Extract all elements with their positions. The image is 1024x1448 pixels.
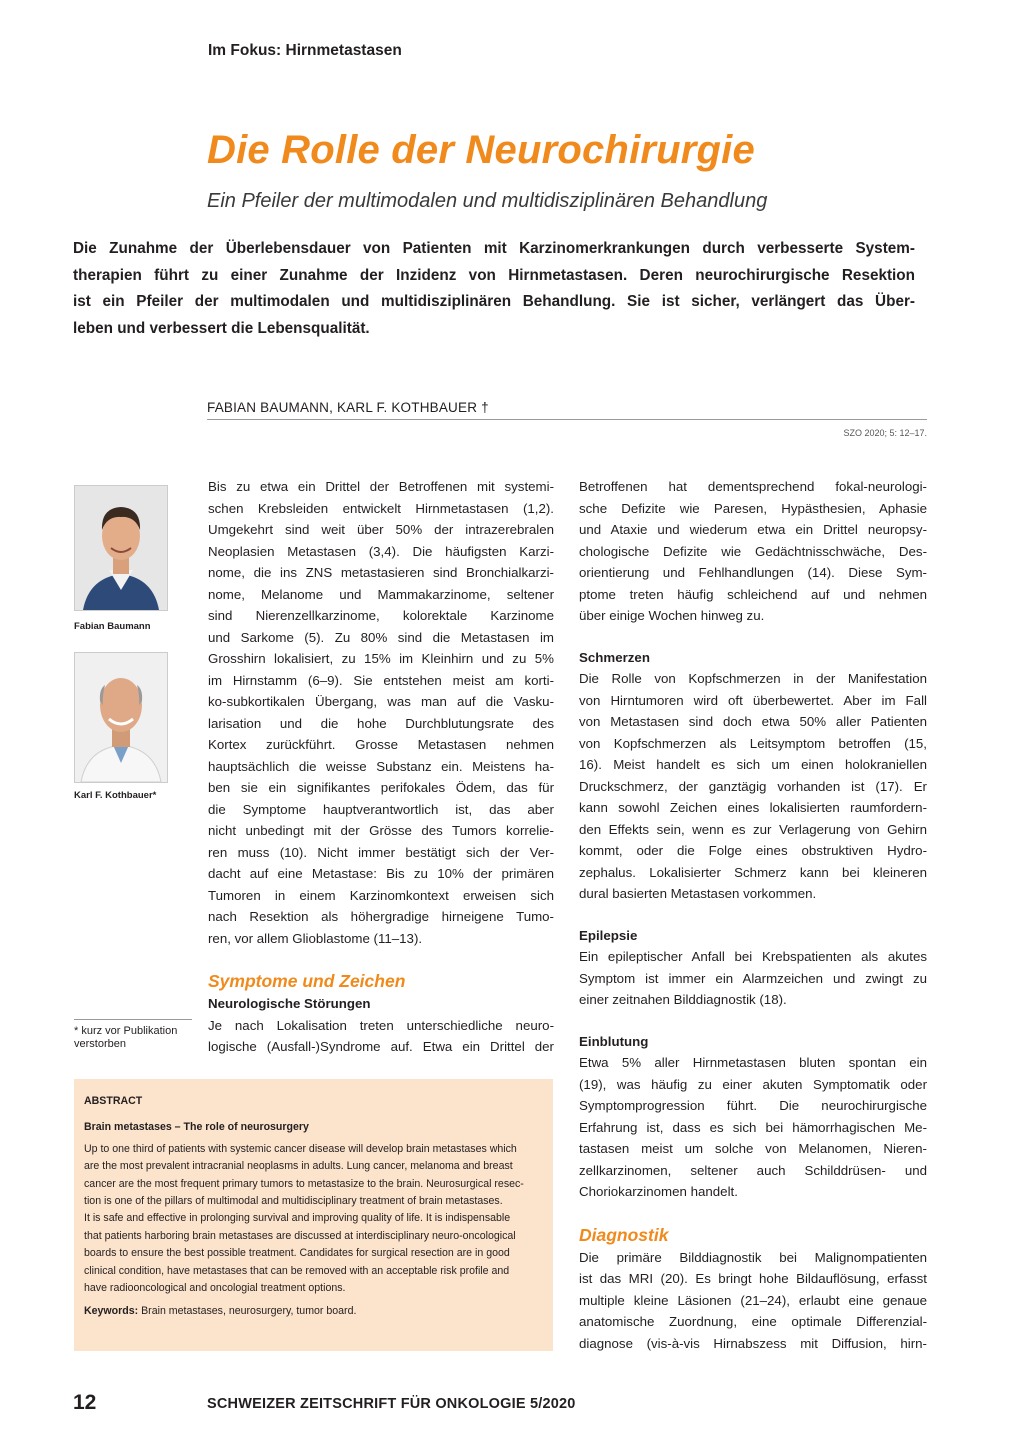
body-line: Grosshirn lokalisiert, zu 15% im Kleinhirn und zu 5% bbox=[208, 651, 554, 666]
body-line: nicht unbedingt mit der Grösse des Tumors korrelie- bbox=[208, 823, 554, 838]
body-line: Kortex zurückführt. Grosse Metastasen nehmen bbox=[208, 737, 554, 752]
body-line: Die primäre Bilddiagnostik bei Malignompatienten bbox=[579, 1249, 927, 1265]
author-line: FABIAN BAUMANN, KARL F. KOTHBAUER † bbox=[207, 400, 489, 415]
body-line: hauptsächlich die weisse Substanz ein. Meistens ha- bbox=[208, 758, 554, 774]
abstract-line: Up to one third of patients with systemic cancer disease will develop brain metastases which bbox=[84, 1142, 517, 1155]
lead-line: therapien führt zu einer Zunahme der Inzidenz von Hirnmetastasen. Deren neurochirurgische Resektion bbox=[73, 266, 915, 284]
body-line: anatomische Zuordnung, eine optimale Differenzial- bbox=[579, 1314, 927, 1329]
body-line: ben sie ein signifikantes perifokales Ödem, das für bbox=[208, 780, 554, 795]
body-line: von Kopfschmerzen als Leitsymptom betroffen (15, bbox=[579, 735, 927, 751]
body-line: sche Defizite wie Paresen, Hypästhesien, Aphasie bbox=[579, 500, 927, 516]
body-line: chologische Defizite wie Gedächtnisschwäche, Des- bbox=[579, 543, 927, 559]
body-line: ko-subkortikalen Übergang, was man auf die Vasku- bbox=[208, 694, 554, 709]
abstract-line: are the most prevalent intracranial neoplasms in adults. Lung cancer, melanoma and breast bbox=[84, 1160, 513, 1173]
article-subtitle: Ein Pfeiler der multimodalen und multidisziplinären Behandlung bbox=[207, 190, 768, 212]
author-divider bbox=[207, 419, 927, 420]
page-number: 12 bbox=[73, 1391, 97, 1414]
body-line: einer zeitnahen Bilddiagnostik (18). bbox=[579, 992, 787, 1007]
body-line: nome, Melanome und Mammakarzinome, seltener bbox=[208, 586, 554, 602]
body-line: (19), was häufig zu einer akuten Symptomatik oder bbox=[579, 1076, 927, 1092]
body-line: ren, vor allem Glioblastome (11–13). bbox=[208, 930, 423, 946]
abstract-line: clinical condition, have metastases that can be removed with an acceptable risk profile and bbox=[84, 1264, 510, 1277]
journal-name: SCHWEIZER ZEITSCHRIFT FÜR ONKOLOGIE 5/2020 bbox=[207, 1396, 576, 1412]
lead-paragraph bbox=[73, 236, 915, 342]
body-line: Etwa 5% aller Hirnmetastasen bluten spontan ein bbox=[579, 1055, 927, 1070]
body-line: nome, die ins ZNS metastasieren sind Bronchialkarzi- bbox=[208, 565, 554, 580]
abstract-keywords bbox=[84, 1303, 534, 1320]
lead-line: Die Zunahme der Überlebensdauer von Patienten mit Karzinomerkrankungen durch verbesserte System- bbox=[73, 240, 915, 257]
author-photo-karl-kothbauer bbox=[74, 652, 168, 783]
lead-line: ist ein Pfeiler der multimodalen und multidisziplinären Behandlung. Sie ist sicher, verlängert das Über- bbox=[73, 293, 915, 311]
body-line: von Metastasen sind doch etwa 50% aller Patienten bbox=[579, 714, 927, 729]
body-line: Bis zu etwa ein Drittel der Betroffenen mit systemi- bbox=[208, 479, 554, 494]
body-line: Neoplasien Metastasen (3,4). Die häufigsten Karzi- bbox=[208, 543, 554, 559]
citation: SZO 2020; 5: 12–17. bbox=[843, 428, 927, 438]
abstract-title: Brain metastases – The role of neurosurgery bbox=[84, 1121, 309, 1134]
body-line: dural basierten Metastasen vorkommen. bbox=[579, 886, 817, 901]
body-line: tastasen meist um solche von Melanomen, Nieren- bbox=[579, 1141, 927, 1156]
abstract-line: have radiooncological and oncologial treatment options. bbox=[84, 1282, 346, 1295]
body-line: Betroffenen hat dementsprechend fokal-neurologi- bbox=[579, 479, 927, 494]
subheading-einblutung: Einblutung bbox=[579, 1033, 649, 1049]
body-line: dacht auf eine Metastase: Bis zu 10% der primären bbox=[208, 866, 554, 881]
body-line: und Ataxie und wiederum etwa ein Drittel neuropsy- bbox=[579, 522, 927, 537]
footnote bbox=[74, 1025, 204, 1051]
body-line: Die Rolle von Kopfschmerzen in der Manifestation bbox=[579, 671, 927, 686]
body-line: Druckschmerz, der ganztägig vorhanden ist (17). Er bbox=[579, 778, 927, 794]
abstract-box bbox=[74, 1079, 553, 1351]
body-line: von Hirntumoren wird oft überbewertet. Aber im Fall bbox=[579, 692, 927, 708]
body-line: ist das MRI (20). Es bringt hohe Bildauflösung, erfasst bbox=[579, 1271, 927, 1286]
body-line: logische (Ausfall-)Syndrome auf. Etwa ein Drittel der bbox=[208, 1039, 554, 1054]
body-line: nach Resektion als höhergradige hirneigene Tumo- bbox=[208, 909, 554, 924]
body-line: diagnose (vis-à-vis Hirnabszess mit Diffusion, hirn- bbox=[579, 1335, 927, 1351]
body-line: Choriokarzinomen handelt. bbox=[579, 1184, 738, 1199]
abstract-line: boards to ensure the best possible treatment. Candidates for surgical resection are in good bbox=[84, 1247, 510, 1260]
body-line: Tumoren in einem Karzinomkontext erweisen sich bbox=[208, 887, 554, 903]
body-line: im Hirnstamm (6–9). Sie entstehen meist am korti- bbox=[208, 672, 554, 688]
body-line: zellkarzinomen, seltener auch Schilddrüsen- und bbox=[579, 1162, 927, 1178]
body-line: Symptom ist immer ein Alarmzeichen und zwingt zu bbox=[579, 970, 927, 986]
body-column-2 bbox=[579, 476, 927, 1354]
article-title: Die Rolle der Neurochirurgie bbox=[207, 128, 755, 172]
body-line: orientierung und Fehlhandlungen (14). Diese Sym- bbox=[579, 565, 927, 580]
body-line: Symptomprogression führt. Die neurochirurgische bbox=[579, 1098, 927, 1113]
portrait-image bbox=[75, 486, 167, 610]
abstract-line: It is safe and effective in prolonging survival and improving quality of life. It is indispensable bbox=[84, 1212, 511, 1225]
body-line: Je nach Lokalisation treten unterschiedliche neuro- bbox=[208, 1017, 554, 1033]
keywords-text: Brain metastases, neurosurgery, tumor board. bbox=[138, 1305, 357, 1318]
body-line: schen Krebsleiden entwickelt Hirnmetastasen (1,2). bbox=[208, 500, 554, 516]
portrait-image bbox=[75, 653, 167, 782]
abstract-line: that patients harboring brain metastases are discussed at interdisciplinary neuro-oncological bbox=[84, 1229, 516, 1242]
keywords-label: Keywords: bbox=[84, 1305, 139, 1318]
intro-paragraph bbox=[208, 476, 554, 949]
lead-line: leben und verbessert die Lebensqualität. bbox=[73, 319, 370, 337]
body-line: den Effekts sein, wenn es zur Verlagerung von Gehirn bbox=[579, 821, 927, 837]
body-line: Erfahrung ist, dass es sich bei hämorrhagischen Me- bbox=[579, 1119, 927, 1135]
body-column-1 bbox=[208, 476, 554, 1058]
section-heading-symptome: Symptome und Zeichen bbox=[208, 971, 406, 991]
body-line: larisation und die hohe Durchblutungsrate des bbox=[208, 715, 554, 731]
footnote-line: * kurz vor Publikation bbox=[74, 1025, 178, 1037]
body-line: sind Nierenzellkarzinome, kolorektale Karzinome bbox=[208, 608, 554, 623]
body-line: kann sowohl Zeichen eines lokalisierten raumfordern- bbox=[579, 800, 927, 815]
body-line: ren muss (10). Nicht immer bestätigt sich der Ver- bbox=[208, 844, 554, 860]
author-photo-fabian-baumann bbox=[74, 485, 168, 611]
abstract-heading: ABSTRACT bbox=[84, 1095, 143, 1107]
body-line: Umgekehrt sind weit über 50% der intrazerebralen bbox=[208, 522, 554, 537]
body-line: und Sarkome (5). Zu 80% sind die Metastasen im bbox=[208, 629, 554, 645]
subheading-neurologische-stoerungen: Neurologische Störungen bbox=[208, 996, 371, 1011]
body-line: multiple kleine Läsionen (21–24), erlaubt eine genaue bbox=[579, 1292, 927, 1308]
body-line: Ein epileptischer Anfall bei Krebspatienten als akutes bbox=[579, 949, 927, 964]
abstract-line: tion is one of the pillars of multimodal and multidisciplinary treatment of brain metastases. bbox=[84, 1195, 503, 1208]
body-line: 16). Meist handelt es sich um einen holokraniellen bbox=[579, 757, 927, 772]
section-heading-diagnostik: Diagnostik bbox=[579, 1224, 669, 1245]
subheading-schmerzen: Schmerzen bbox=[579, 649, 650, 665]
footnote-line: verstorben bbox=[74, 1038, 126, 1050]
subheading-epilepsie: Epilepsie bbox=[579, 927, 638, 943]
photo-caption: Karl F. Kothbauer* bbox=[74, 790, 157, 801]
body-line: kommt, oder die Folge eines obstruktiven Hydro- bbox=[579, 843, 927, 858]
body-line: ptome treten häufig schleichend auf und nehmen bbox=[579, 586, 927, 602]
body-line: die Symptome hauptverantwortlich ist, das aber bbox=[208, 801, 554, 817]
section-label: Im Fokus: Hirnmetastasen bbox=[208, 42, 402, 59]
body-line: über einige Wochen hinweg zu. bbox=[579, 608, 765, 623]
abstract-line: cancer are the most frequent primary tumors to metastasize to the brain. Neurosurgical resec- bbox=[84, 1177, 524, 1190]
photo-caption: Fabian Baumann bbox=[74, 621, 151, 632]
body-line: zephalus. Lokalisierter Schmerz kann bei kleineren bbox=[579, 864, 927, 880]
footnote-divider bbox=[74, 1019, 192, 1020]
